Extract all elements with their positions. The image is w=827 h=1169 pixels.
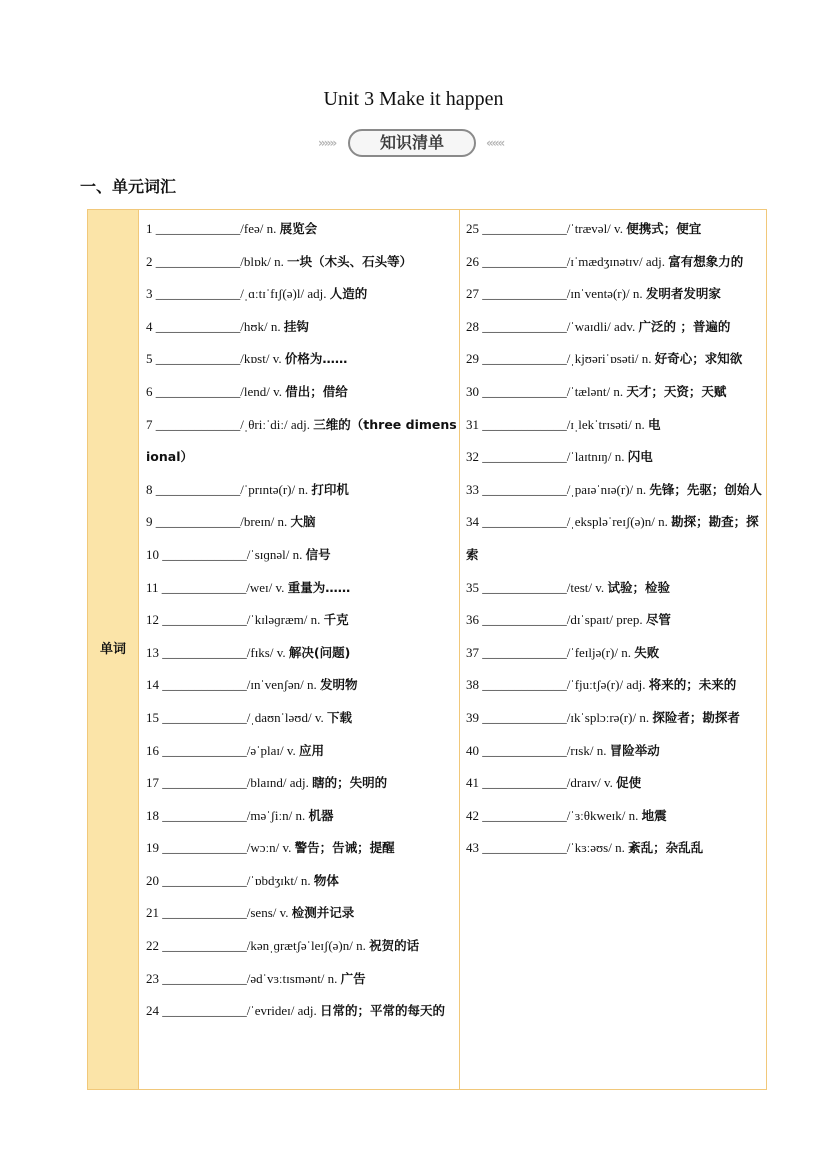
part-of-speech: n. bbox=[641, 351, 652, 367]
part-of-speech: v. bbox=[286, 742, 296, 758]
vocab-entry bbox=[146, 376, 458, 409]
answer-blank[interactable]: _____________ bbox=[482, 775, 567, 791]
part-of-speech: v. bbox=[314, 709, 324, 725]
answer-blank[interactable]: _____________ bbox=[162, 644, 247, 660]
entry-number: 37 bbox=[466, 644, 479, 660]
phonetic: /blɒk/ bbox=[240, 253, 271, 269]
answer-blank[interactable]: _____________ bbox=[155, 318, 241, 334]
entry-number: 24 bbox=[146, 1003, 159, 1019]
category-label: 单词 bbox=[99, 642, 126, 657]
phonetic: /ˌdaʊnˈləʊd/ bbox=[246, 709, 312, 725]
chinese-meaning: 发明物 bbox=[320, 677, 358, 693]
category-column bbox=[88, 210, 139, 1089]
vocab-entry bbox=[466, 604, 764, 637]
part-of-speech: n. bbox=[327, 970, 338, 986]
part-of-speech: n. bbox=[277, 514, 288, 530]
phonetic: /ˌkjʊəriˈɒsəti/ bbox=[566, 351, 639, 367]
right-word-column bbox=[466, 213, 764, 865]
chinese-meaning: 电 bbox=[647, 416, 661, 432]
vocab-entry bbox=[466, 767, 764, 800]
answer-blank[interactable]: _____________ bbox=[162, 807, 247, 823]
part-of-speech: n. bbox=[274, 253, 284, 269]
phonetic: /ˈɜːθkweɪk/ bbox=[566, 807, 626, 823]
answer-blank[interactable]: _____________ bbox=[482, 579, 567, 595]
part-of-speech: v. bbox=[276, 644, 286, 660]
phonetic: /ɪˈmædʒɪnətɪv/ bbox=[566, 253, 643, 269]
chinese-meaning: 探险者；勘探者 bbox=[652, 709, 740, 725]
part-of-speech: n. bbox=[639, 709, 650, 725]
entry-number: 38 bbox=[466, 677, 479, 693]
entry-number: 33 bbox=[466, 481, 479, 497]
part-of-speech: n. bbox=[636, 481, 647, 497]
answer-blank[interactable]: _____________ bbox=[482, 677, 567, 693]
phonetic: /ədˈvɜːtɪsmənt/ bbox=[246, 970, 325, 986]
phonetic: /weɪ/ bbox=[246, 579, 273, 595]
part-of-speech: v. bbox=[272, 351, 282, 367]
phonetic: /ˈprɪntə(r)/ bbox=[240, 481, 296, 497]
entry-number: 22 bbox=[146, 938, 159, 954]
vocab-entry bbox=[146, 897, 458, 930]
part-of-speech: n. bbox=[270, 318, 281, 334]
answer-blank[interactable]: _____________ bbox=[155, 481, 241, 497]
answer-blank[interactable]: _____________ bbox=[161, 579, 247, 595]
chinese-meaning: 促使 bbox=[616, 775, 642, 791]
vocab-entry bbox=[146, 409, 458, 474]
entry-number: 36 bbox=[466, 612, 479, 628]
answer-blank[interactable]: _____________ bbox=[482, 742, 567, 758]
answer-blank[interactable]: _____________ bbox=[162, 677, 247, 693]
answer-blank[interactable]: _____________ bbox=[482, 807, 567, 823]
part-of-speech: n. bbox=[628, 807, 639, 823]
phonetic: /blaɪnd/ bbox=[246, 775, 287, 791]
chinese-meaning: 信号 bbox=[305, 546, 331, 562]
entry-number: 21 bbox=[146, 905, 159, 921]
entry-number: 42 bbox=[466, 807, 479, 823]
phonetic: /dɪˈspaɪt/ bbox=[566, 612, 613, 628]
entry-number: 27 bbox=[466, 286, 479, 302]
part-of-speech: v. bbox=[279, 905, 289, 921]
part-of-speech: n. bbox=[266, 221, 277, 236]
phonetic: /ɪnˈventə(r)/ bbox=[566, 286, 630, 302]
chinese-meaning: 人造的 bbox=[329, 286, 368, 302]
part-of-speech: n. bbox=[356, 938, 366, 954]
entry-number: 18 bbox=[146, 807, 159, 823]
vocab-entry bbox=[466, 474, 764, 507]
part-of-speech: adj. bbox=[307, 286, 327, 302]
phonetic: /kənˌɡrætʃəˈleɪʃ(ə)n/ bbox=[246, 938, 353, 954]
part-of-speech: n. bbox=[613, 383, 624, 399]
phonetic: /ˈkɪləɡræm/ bbox=[246, 612, 308, 628]
vocab-entry bbox=[146, 246, 458, 279]
page-title: Unit 3 Make it happen bbox=[323, 88, 504, 110]
entry-number: 43 bbox=[466, 840, 479, 856]
answer-blank[interactable]: _____________ bbox=[482, 318, 567, 334]
phonetic: /breɪn/ bbox=[240, 514, 275, 530]
chinese-meaning: 先锋；先驱；创始人 bbox=[649, 481, 762, 497]
phonetic: /rɪsk/ bbox=[566, 742, 594, 758]
answer-blank[interactable]: _____________ bbox=[155, 514, 241, 530]
answer-blank[interactable]: _____________ bbox=[482, 449, 567, 465]
phonetic: /ˈfjuːtʃə(r)/ bbox=[566, 677, 624, 693]
chinese-meaning: 冒险举动 bbox=[609, 742, 660, 758]
entry-number: 25 bbox=[466, 221, 479, 236]
entry-number: 1 bbox=[146, 221, 153, 236]
vocab-entry bbox=[466, 832, 764, 865]
phonetic: /ˌθriːˈdiː/ bbox=[240, 416, 288, 432]
vocab-entry bbox=[146, 832, 458, 865]
vocab-entry bbox=[146, 767, 458, 800]
entry-number: 15 bbox=[146, 709, 159, 725]
answer-blank[interactable]: _____________ bbox=[155, 286, 241, 302]
vocab-entry bbox=[466, 376, 764, 409]
knowledge-list-banner bbox=[318, 128, 508, 160]
entry-number: 35 bbox=[466, 579, 479, 595]
entry-number: 19 bbox=[146, 840, 159, 856]
part-of-speech: n. bbox=[298, 481, 309, 497]
answer-blank[interactable]: _____________ bbox=[162, 709, 247, 725]
phonetic: /əˈplaɪ/ bbox=[246, 742, 284, 758]
vocab-entry bbox=[466, 506, 764, 571]
chinese-meaning: 挂钩 bbox=[283, 318, 309, 334]
vocab-entry bbox=[146, 213, 458, 246]
chinese-meaning: 富有想象力的 bbox=[668, 253, 744, 269]
chinese-meaning: 紊乱；杂乱乱 bbox=[628, 840, 704, 856]
answer-blank[interactable]: _____________ bbox=[482, 416, 567, 432]
part-of-speech: v. bbox=[603, 775, 613, 791]
part-of-speech: adj. bbox=[645, 253, 665, 269]
part-of-speech: n. bbox=[300, 872, 311, 888]
chinese-meaning: 发明者发明家 bbox=[645, 286, 721, 302]
chinese-meaning: 下载 bbox=[326, 709, 352, 725]
chinese-meaning: 将来的；未来的 bbox=[648, 677, 737, 693]
chinese-meaning: 天才；天资；天赋 bbox=[626, 383, 727, 399]
part-of-speech: v. bbox=[273, 383, 283, 399]
answer-blank[interactable]: _____________ bbox=[162, 905, 247, 921]
chinese-meaning: 好奇心；求知欲 bbox=[654, 351, 743, 367]
phonetic: /draɪv/ bbox=[566, 775, 601, 791]
vocab-entry bbox=[146, 278, 458, 311]
entry-number: 41 bbox=[466, 775, 479, 791]
answer-blank[interactable]: _____________ bbox=[482, 351, 567, 367]
banner-left-arrows-icon: »»» bbox=[318, 136, 336, 150]
entry-number: 14 bbox=[146, 677, 159, 693]
chinese-meaning: 广告 bbox=[340, 970, 366, 986]
vocab-entry bbox=[146, 930, 458, 963]
part-of-speech: n. bbox=[634, 416, 645, 432]
chinese-meaning: 展览会 bbox=[279, 221, 318, 236]
entry-number: 7 bbox=[146, 416, 153, 432]
answer-blank[interactable]: _____________ bbox=[162, 970, 247, 986]
chinese-meaning: 物体 bbox=[313, 872, 339, 888]
chinese-meaning: 检测并记录 bbox=[291, 905, 355, 921]
vocab-entry bbox=[146, 311, 458, 344]
phonetic: /ˈɒbdʒɪkt/ bbox=[246, 872, 298, 888]
chinese-meaning: 试验；检验 bbox=[607, 579, 670, 595]
part-of-speech: adv. bbox=[614, 318, 636, 334]
vocab-entry bbox=[466, 637, 764, 670]
answer-blank[interactable]: _____________ bbox=[155, 253, 241, 269]
phonetic: /ˌpaɪəˈnɪə(r)/ bbox=[566, 481, 634, 497]
part-of-speech: v. bbox=[275, 579, 285, 595]
answer-blank[interactable]: _____________ bbox=[482, 383, 567, 399]
vocab-entry bbox=[466, 572, 764, 605]
answer-blank[interactable]: _____________ bbox=[162, 1003, 247, 1019]
answer-blank[interactable]: _____________ bbox=[482, 612, 567, 628]
entry-number: 6 bbox=[146, 383, 153, 399]
entry-number: 29 bbox=[466, 351, 479, 367]
answer-blank[interactable]: _____________ bbox=[162, 546, 247, 562]
answer-blank[interactable]: _____________ bbox=[155, 416, 241, 432]
vocab-entry bbox=[466, 311, 764, 344]
phonetic: /fɪks/ bbox=[246, 644, 274, 660]
chinese-meaning: 重量为…… bbox=[287, 579, 351, 595]
entry-number: 30 bbox=[466, 383, 479, 399]
phonetic: /ɪkˈsplɔːrə(r)/ bbox=[566, 709, 637, 725]
vocab-entry bbox=[146, 702, 458, 735]
part-of-speech: v. bbox=[595, 579, 605, 595]
entry-number: 34 bbox=[466, 514, 479, 530]
phonetic: /ˈfeɪljə(r)/ bbox=[566, 644, 618, 660]
chinese-meaning: 闪电 bbox=[627, 449, 653, 465]
chinese-meaning: 应用 bbox=[298, 742, 324, 758]
answer-blank[interactable]: _____________ bbox=[482, 286, 567, 302]
chinese-meaning: 千克 bbox=[323, 612, 349, 628]
entry-number: 11 bbox=[146, 579, 159, 595]
part-of-speech: adj. bbox=[290, 416, 311, 432]
vocab-entry bbox=[466, 246, 764, 279]
column-divider bbox=[459, 210, 460, 1089]
answer-blank[interactable]: _____________ bbox=[155, 351, 241, 367]
phonetic: /ˈwaɪdli/ bbox=[566, 318, 611, 334]
vocab-entry bbox=[146, 963, 458, 996]
part-of-speech: n. bbox=[310, 612, 321, 628]
answer-blank[interactable]: _____________ bbox=[482, 644, 567, 660]
banner-right-arrows-icon: ««« bbox=[486, 136, 504, 150]
phonetic: /ˈkɜːəʊs/ bbox=[566, 840, 612, 856]
phonetic: /ˈlaɪtnɪŋ/ bbox=[566, 449, 612, 465]
answer-blank[interactable]: _____________ bbox=[482, 514, 567, 530]
banner-label: 知识清单 bbox=[348, 129, 476, 157]
part-of-speech: adj. bbox=[626, 677, 646, 693]
vocab-entry bbox=[146, 572, 458, 605]
phonetic: /ˈevrideɪ/ bbox=[246, 1003, 295, 1019]
chinese-meaning: 打印机 bbox=[311, 481, 349, 497]
vocab-entry bbox=[146, 343, 458, 376]
phonetic: /hʊk/ bbox=[240, 318, 268, 334]
entry-number: 26 bbox=[466, 253, 479, 269]
phonetic: /ˈsɪɡnəl/ bbox=[246, 546, 290, 562]
vocab-entry bbox=[466, 702, 764, 735]
part-of-speech: n. bbox=[292, 546, 303, 562]
chinese-meaning: 广泛的 ；普遍的 bbox=[638, 318, 731, 334]
vocab-entry bbox=[466, 278, 764, 311]
entry-number: 5 bbox=[146, 351, 153, 367]
phonetic: /ˌekspləˈreɪʃ(ə)n/ bbox=[566, 514, 655, 530]
phonetic: /kɒst/ bbox=[240, 351, 270, 367]
answer-blank[interactable]: _____________ bbox=[482, 253, 567, 269]
answer-blank[interactable]: _____________ bbox=[482, 221, 567, 236]
part-of-speech: n. bbox=[615, 840, 625, 856]
vocab-entry bbox=[466, 800, 764, 833]
phonetic: /wɔːn/ bbox=[246, 840, 280, 856]
vocab-entry bbox=[146, 539, 458, 572]
phonetic: /ɪˌlekˈtrɪsəti/ bbox=[566, 416, 632, 432]
entry-number: 32 bbox=[466, 449, 479, 465]
chinese-meaning: 大脑 bbox=[290, 514, 316, 530]
entry-number: 20 bbox=[146, 872, 159, 888]
entry-number: 40 bbox=[466, 742, 479, 758]
entry-number: 8 bbox=[146, 481, 153, 497]
entry-number: 31 bbox=[466, 416, 479, 432]
entry-number: 17 bbox=[146, 775, 159, 791]
entry-number: 23 bbox=[146, 970, 159, 986]
part-of-speech: n. bbox=[621, 644, 631, 660]
entry-number: 2 bbox=[146, 253, 153, 269]
answer-blank[interactable]: _____________ bbox=[162, 872, 247, 888]
part-of-speech: n. bbox=[596, 742, 607, 758]
part-of-speech: adj. bbox=[297, 1003, 317, 1019]
phonetic: /test/ bbox=[566, 579, 593, 595]
chinese-meaning: 地震 bbox=[641, 807, 667, 823]
chinese-meaning: 瞎的；失明的 bbox=[312, 775, 388, 791]
entry-number: 16 bbox=[146, 742, 159, 758]
entry-number: 9 bbox=[146, 514, 153, 530]
chinese-meaning: 日常的；平常的每天的 bbox=[320, 1003, 446, 1019]
entry-number: 10 bbox=[146, 546, 159, 562]
phonetic: /ɪnˈvenʃən/ bbox=[246, 677, 304, 693]
vocab-entry bbox=[146, 735, 458, 768]
entry-number: 39 bbox=[466, 709, 479, 725]
phonetic: /lend/ bbox=[240, 383, 270, 399]
part-of-speech: v. bbox=[614, 221, 623, 236]
answer-blank[interactable]: _____________ bbox=[162, 775, 247, 791]
vocab-entry bbox=[146, 865, 458, 898]
answer-blank[interactable]: _____________ bbox=[162, 742, 247, 758]
vocab-entry bbox=[146, 637, 458, 670]
phonetic: /məˈʃiːn/ bbox=[246, 807, 293, 823]
entry-number: 4 bbox=[146, 318, 153, 334]
answer-blank[interactable]: _____________ bbox=[482, 709, 567, 725]
part-of-speech: n. bbox=[307, 677, 317, 693]
chinese-meaning: 尽管 bbox=[645, 612, 671, 628]
vocab-entry bbox=[146, 995, 458, 1028]
part-of-speech: n. bbox=[632, 286, 643, 302]
vocab-entry bbox=[146, 474, 458, 507]
phonetic: /ˌɑːtɪˈfɪʃ(ə)l/ bbox=[240, 286, 305, 302]
part-of-speech: prep. bbox=[616, 612, 643, 628]
vocab-entry bbox=[466, 735, 764, 768]
part-of-speech: adj. bbox=[289, 775, 309, 791]
chinese-meaning: 勘探；勘查；探索 bbox=[466, 514, 759, 562]
answer-blank[interactable]: _____________ bbox=[482, 840, 567, 856]
entry-number: 13 bbox=[146, 644, 159, 660]
entry-number: 12 bbox=[146, 612, 159, 628]
chinese-meaning: 解决(问题) bbox=[288, 644, 351, 660]
vocab-entry bbox=[146, 800, 458, 833]
part-of-speech: n. bbox=[295, 807, 306, 823]
phonetic: /sens/ bbox=[246, 905, 277, 921]
chinese-meaning: 机器 bbox=[308, 807, 334, 823]
vocab-entry bbox=[466, 213, 764, 246]
chinese-meaning: 警告；告诫；提醒 bbox=[294, 840, 395, 856]
answer-blank[interactable]: _____________ bbox=[155, 383, 241, 399]
answer-blank[interactable]: _____________ bbox=[482, 481, 567, 497]
phonetic: /ˈtrævəl/ bbox=[566, 221, 611, 236]
vocab-entry bbox=[466, 409, 764, 442]
chinese-meaning: 三维的（three dimensional） bbox=[146, 416, 457, 465]
chinese-meaning: 借出；借给 bbox=[285, 383, 348, 399]
vocabulary-table bbox=[87, 209, 767, 1090]
chinese-meaning: 失败 bbox=[634, 644, 660, 660]
answer-blank[interactable]: _____________ bbox=[162, 840, 247, 856]
chinese-meaning: 一块（木头、石头等） bbox=[287, 253, 413, 269]
part-of-speech: v. bbox=[282, 840, 292, 856]
entry-number: 3 bbox=[146, 286, 153, 302]
phonetic: /ˈtælənt/ bbox=[566, 383, 611, 399]
vocab-entry bbox=[146, 669, 458, 702]
phonetic: /feə/ bbox=[240, 221, 264, 236]
chinese-meaning: 祝贺的话 bbox=[369, 938, 420, 954]
entry-number: 28 bbox=[466, 318, 479, 334]
section-heading: 一、单元词汇 bbox=[80, 177, 177, 196]
part-of-speech: n. bbox=[614, 449, 625, 465]
chinese-meaning: 便携式；便宜 bbox=[626, 221, 702, 236]
answer-blank[interactable]: _____________ bbox=[155, 221, 241, 236]
vocab-entry bbox=[466, 441, 764, 474]
vocab-entry bbox=[466, 669, 764, 702]
vocab-entry bbox=[466, 343, 764, 376]
left-word-column bbox=[146, 213, 458, 1028]
chinese-meaning: 价格为…… bbox=[284, 351, 348, 367]
answer-blank[interactable]: _____________ bbox=[162, 938, 247, 954]
part-of-speech: n. bbox=[658, 514, 668, 530]
vocab-entry bbox=[146, 506, 458, 539]
vocab-entry bbox=[146, 604, 458, 637]
answer-blank[interactable]: _____________ bbox=[162, 612, 247, 628]
